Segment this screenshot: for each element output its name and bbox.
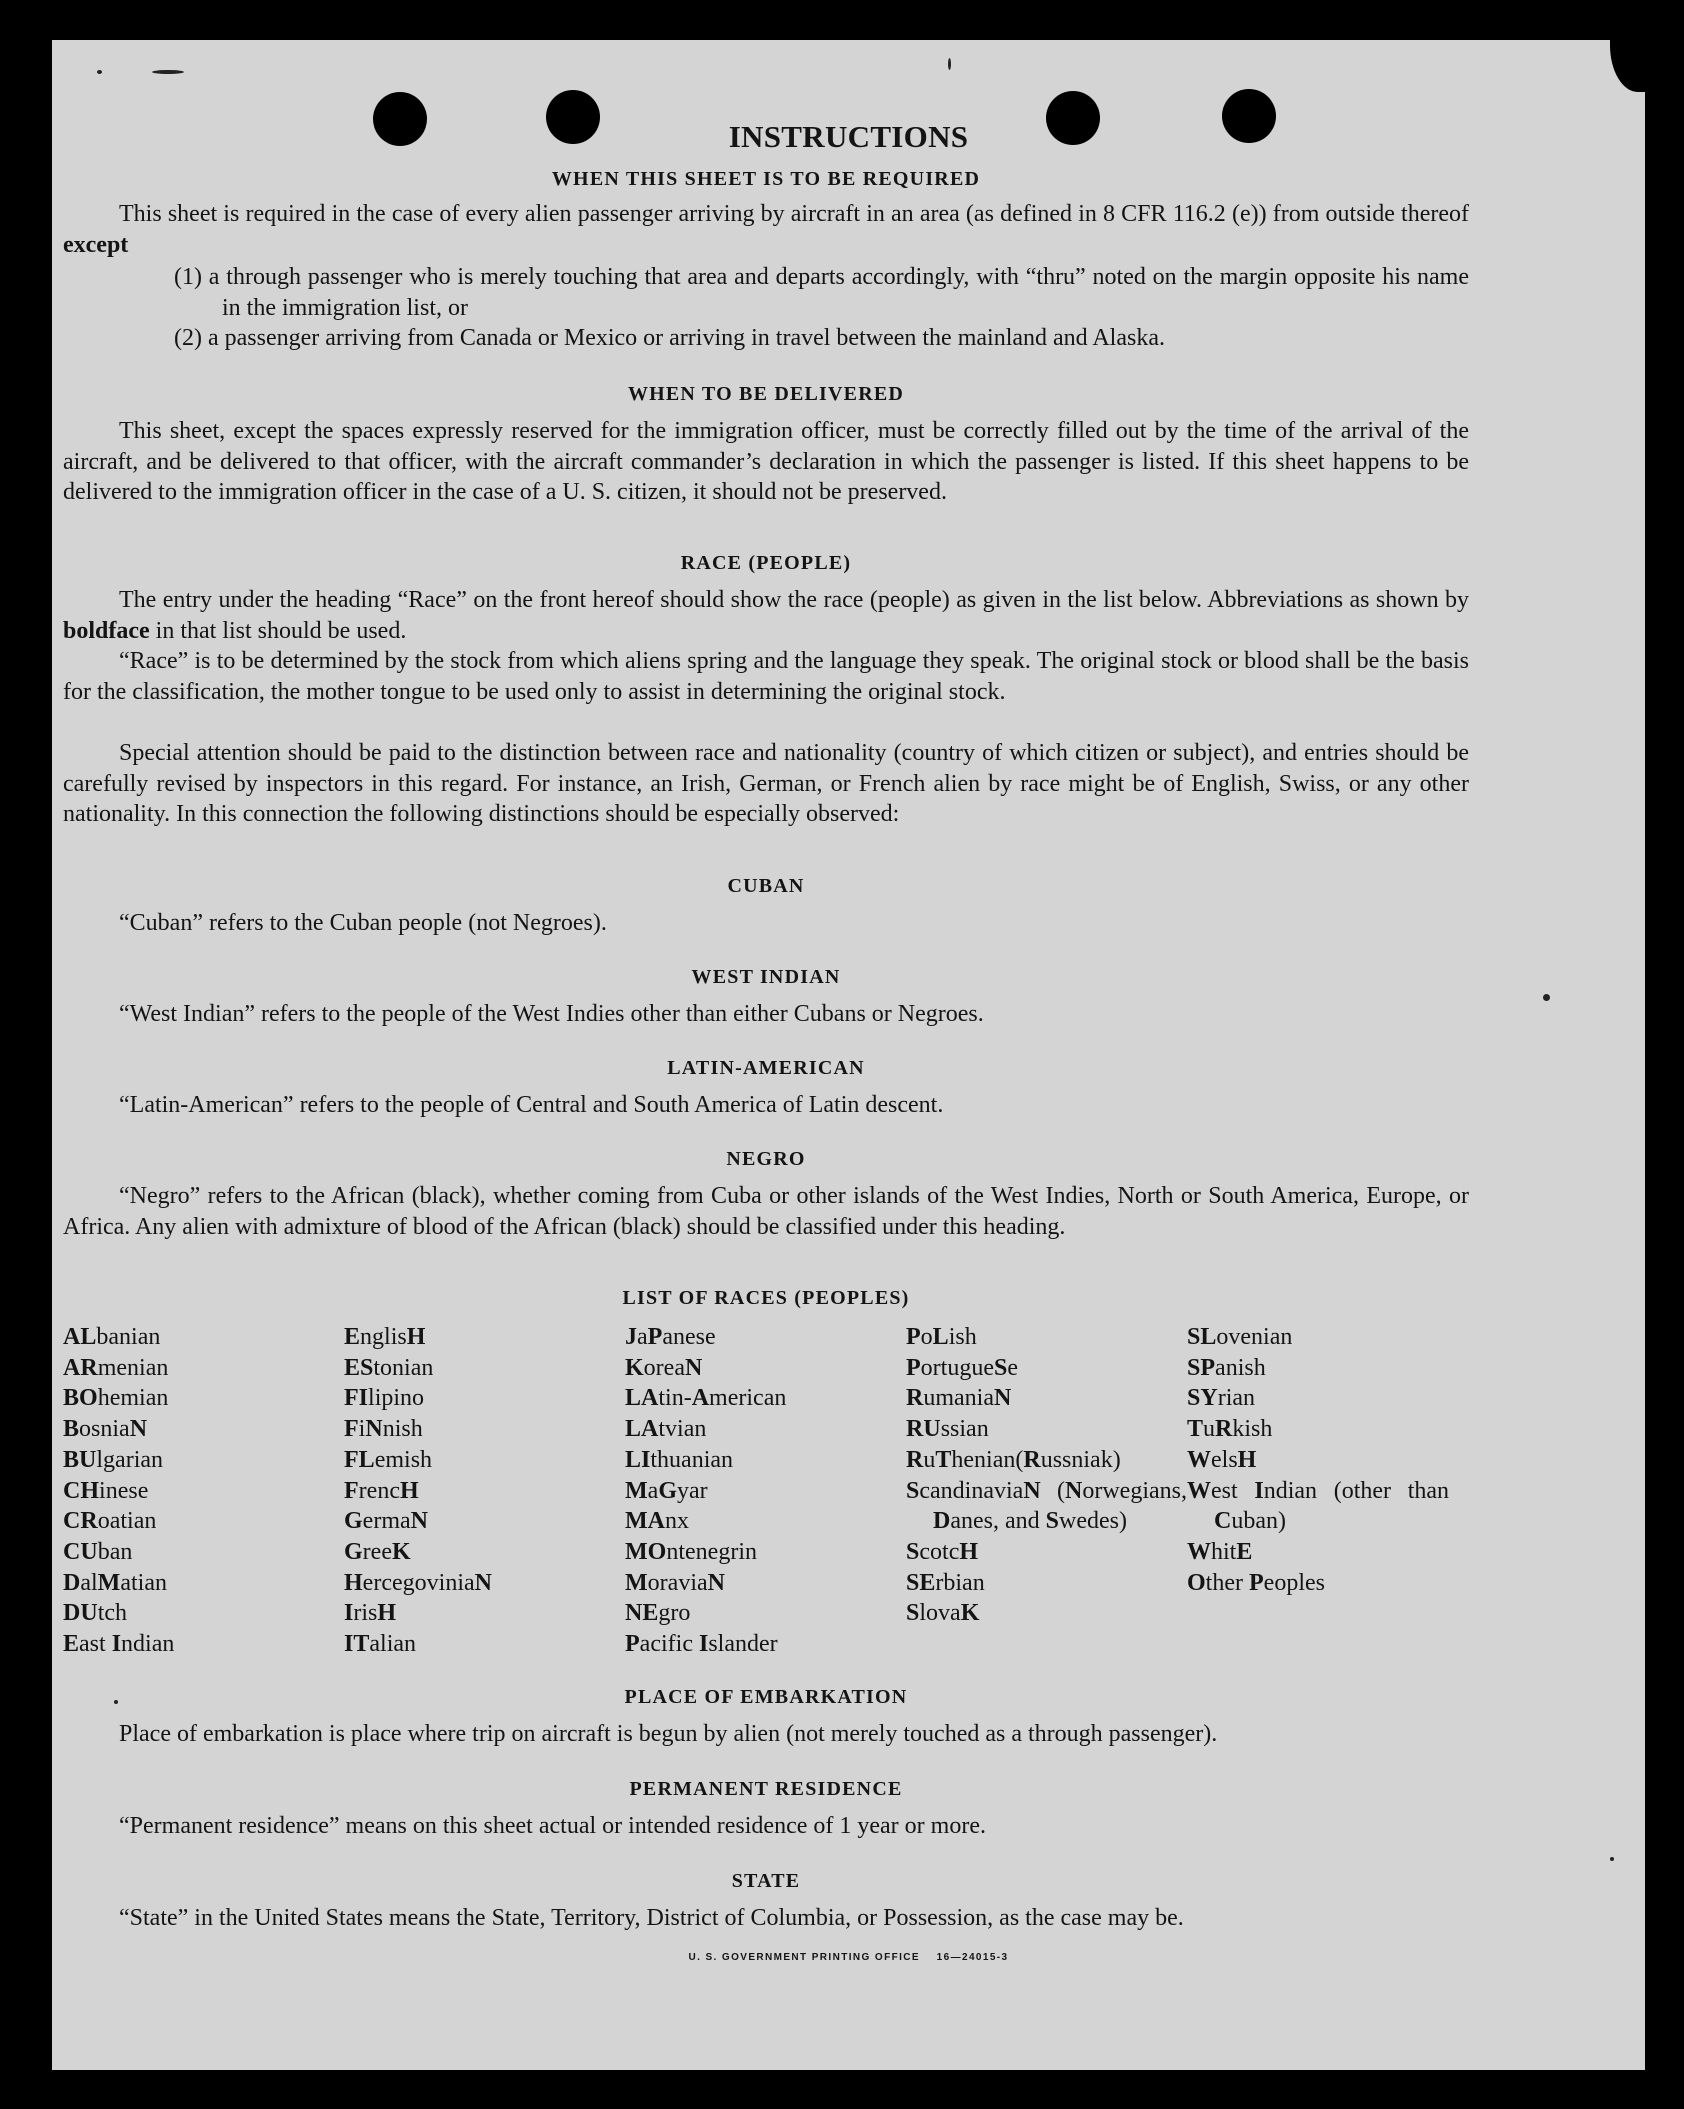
race-entry: CHinese xyxy=(63,1477,149,1504)
section-heading-latin-american: LATIN-AMERICAN xyxy=(667,1057,865,1079)
page-title: INSTRUCTIONS xyxy=(728,119,969,154)
races-list xyxy=(63,1322,1469,1660)
permanent-residence-text: “Permanent residence” means on this sheet actual or intended residence of 1 year or more. xyxy=(119,1813,986,1839)
race-entry: BUlgarian xyxy=(63,1446,164,1473)
race-paragraph-1: The entry under the heading “Race” on the front hereof should show the race (people) as given in the list below. Abbreviations as shown by boldface in that list should be used. xyxy=(63,587,1469,644)
west-indian-text: “West Indian” refers to the people of the West Indies other than either Cubans or Negroes. xyxy=(119,1001,984,1027)
race-entry: ALbanian xyxy=(63,1324,161,1350)
embarkation-text: Place of embarkation is place where trip on aircraft is begun by alien (not merely touched as a through passenger). xyxy=(119,1721,1218,1747)
section-heading-cuban: CUBAN xyxy=(727,875,805,897)
race-entry: FLemish xyxy=(344,1446,433,1473)
race-entry: Pacific Islander xyxy=(625,1631,778,1658)
latin-american-text: “Latin-American” refers to the people of Central and South America of Latin descent. xyxy=(119,1092,944,1118)
section-heading-embarkation: PLACE OF EMBARKATION xyxy=(624,1686,908,1708)
race-entry: ARmenian xyxy=(63,1354,169,1381)
race-entry: FIlipino xyxy=(344,1385,425,1412)
race-entry: SYrian xyxy=(1187,1385,1256,1412)
races-column xyxy=(625,1322,906,1660)
printing-office-footer: U. S. GOVERNMENT PRINTING OFFICE 16—24015-3 xyxy=(688,1952,1009,1963)
exception-item-1: (1) a through passenger who is merely touching that area and departs accordingly, with “thru” noted on the margin opposite his name in the immigration list, or xyxy=(174,264,1469,321)
race-entry: JaPanese xyxy=(625,1324,716,1350)
race-entry: CUban xyxy=(63,1538,133,1565)
race-entry: LIthuanian xyxy=(625,1446,734,1473)
race-entry: PoLish xyxy=(906,1324,977,1350)
race-entry: FiNnish xyxy=(344,1416,423,1443)
race-entry: SLovenian xyxy=(1187,1324,1293,1350)
race-entry: LAtvian xyxy=(625,1416,707,1443)
ink-speck xyxy=(1543,994,1550,1001)
race-entry: ScandinaviaN (Norwegians, Danes, and Swedes) xyxy=(906,1477,1187,1535)
race-entry: RumaniaN xyxy=(906,1385,1012,1412)
race-paragraph-2: “Race” is to be determined by the stock from which aliens spring and the language they speak. The original stock or blood shall be the basis for the classification, the mother tongue to be used only to assist in determining the original stock. xyxy=(63,648,1469,705)
race-entry: GermaN xyxy=(344,1508,428,1535)
race-entry: PortugueSe xyxy=(906,1354,1019,1381)
race-entry: ITalian xyxy=(344,1631,417,1658)
state-text: “State” in the United States means the State, Territory, District of Columbia, or Possession, as the case may be. xyxy=(119,1905,1184,1931)
ink-speck xyxy=(97,70,102,74)
race-entry: MOntenegrin xyxy=(625,1538,757,1565)
race-entry: SErbian xyxy=(906,1569,985,1596)
race-entry: DUtch xyxy=(63,1600,128,1627)
race-entry: DalMatian xyxy=(63,1569,167,1596)
race-entry: BosniaN xyxy=(63,1416,148,1443)
race-entry: BOhemian xyxy=(63,1385,169,1412)
delivered-text: This sheet, except the spaces expressly reserved for the immigration officer, must be correctly filled out by the time of the arrival of the aircraft, and be delivered to that officer, with the aircraft commander’s declaration in which the passenger is listed. If this sheet happens to be delivered to the immigration officer in the case of a U. S. citizen, it should not be preserved. xyxy=(63,418,1469,506)
race-entry: Other Peoples xyxy=(1187,1569,1325,1596)
race-entry: RUssian xyxy=(906,1416,989,1443)
race-entry: EnglisH xyxy=(344,1324,426,1350)
race-entry: IrisH xyxy=(344,1600,397,1627)
section-heading-list-of-races: LIST OF RACES (PEOPLES) xyxy=(622,1287,910,1309)
cuban-text: “Cuban” refers to the Cuban people (not Negroes). xyxy=(119,910,607,936)
race-entry: KoreaN xyxy=(625,1354,703,1381)
race-entry: SlovaK xyxy=(906,1600,980,1627)
race-entry: MaGyar xyxy=(625,1477,708,1504)
race-entry: RuThenian(Russniak) xyxy=(906,1446,1121,1473)
race-entry: ScotcH xyxy=(906,1538,979,1565)
section-heading-delivered: WHEN TO BE DELIVERED xyxy=(627,383,905,405)
race-entry: MoraviaN xyxy=(625,1569,725,1596)
race-entry: CRoatian xyxy=(63,1508,157,1535)
ink-speck xyxy=(948,58,951,70)
race-entry: EStonian xyxy=(344,1354,434,1381)
ink-speck xyxy=(152,70,184,74)
race-entry: FrencH xyxy=(344,1477,419,1504)
section-heading-race: RACE (PEOPLE) xyxy=(680,552,852,574)
race-entry: West Indian (other than Cuban) xyxy=(1187,1477,1450,1535)
required-intro xyxy=(63,199,1469,260)
race-entry: NEgro xyxy=(625,1600,691,1627)
section-heading-west-indian: WEST INDIAN xyxy=(691,966,841,988)
races-column xyxy=(906,1322,1187,1660)
section-heading-negro: NEGRO xyxy=(726,1148,806,1170)
race-entry: SPanish xyxy=(1187,1354,1266,1381)
race-entry: HercegoviniaN xyxy=(344,1569,492,1596)
race-entry: TuRkish xyxy=(1187,1416,1273,1443)
section-heading-state: STATE xyxy=(731,1870,801,1892)
race-paragraph-3: Special attention should be paid to the distinction between race and nationality (country of which citizen or subject), and entries should be carefully revised by inspectors in this regard. For instance, an Irish, German, or French alien by race might be of English, Swiss, or any other nationality. In this connection the following distinctions should be especially observed: xyxy=(63,740,1469,828)
races-column xyxy=(1187,1322,1449,1660)
race-entry: WhitE xyxy=(1187,1538,1253,1565)
ink-speck xyxy=(1610,1857,1614,1861)
negro-text: “Negro” refers to the African (black), whether coming from Cuba or other islands of the West Indies, North or South America, Europe, or Africa. Any alien with admixture of blood of the African (black) should be classified under this heading. xyxy=(63,1183,1469,1240)
race-entry: WelsH xyxy=(1187,1446,1257,1473)
races-column xyxy=(63,1322,344,1660)
section-heading-required: WHEN THIS SHEET IS TO BE REQUIRED xyxy=(551,168,981,190)
race-entry: MAnx xyxy=(625,1508,689,1535)
section-heading-permanent-residence: PERMANENT RESIDENCE xyxy=(629,1778,903,1800)
races-column xyxy=(344,1322,625,1660)
race-entry: LAtin-American xyxy=(625,1385,787,1412)
race-entry: East Indian xyxy=(63,1631,175,1658)
exception-item-2: (2) a passenger arriving from Canada or Mexico or arriving in travel between the mainland and Alaska. xyxy=(174,325,1165,351)
required-intro-text: This sheet is required in the case of every alien passenger arriving by aircraft in an area (as defined in 8 CFR 116.2 (e)) from outside thereof except xyxy=(63,201,1469,258)
race-entry: GreeK xyxy=(344,1538,411,1565)
